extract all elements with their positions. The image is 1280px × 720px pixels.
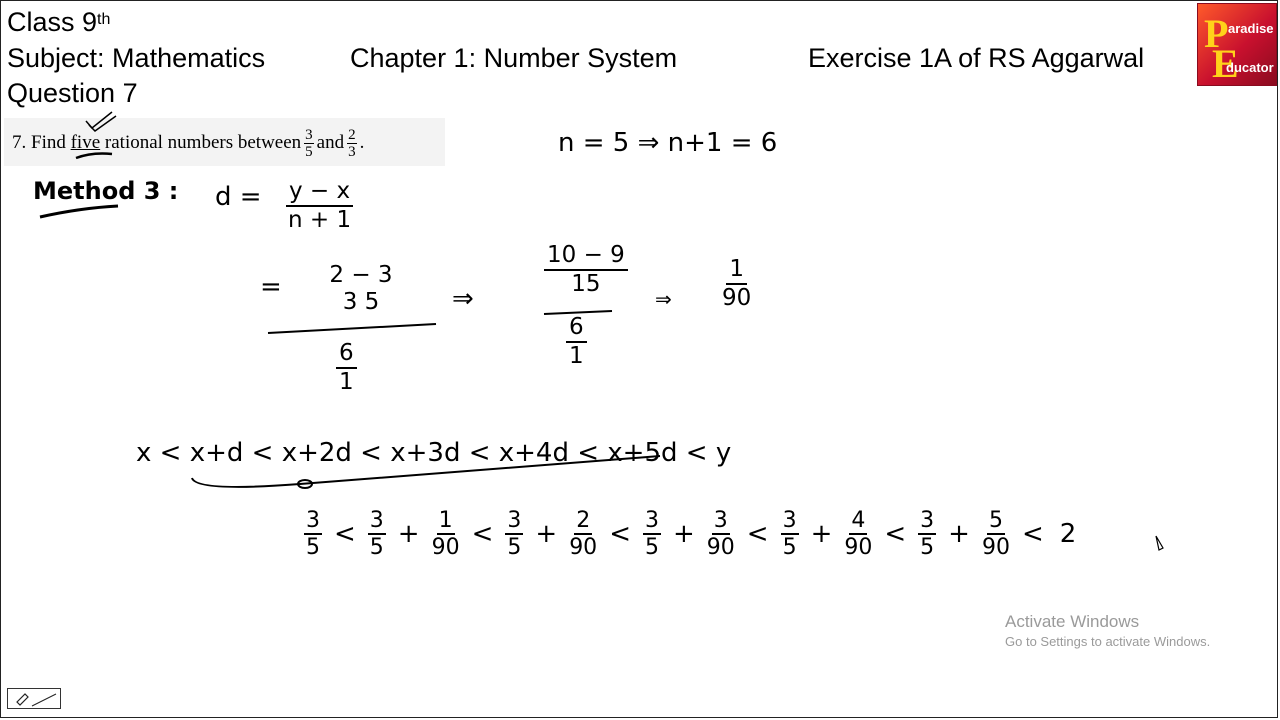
inequality-operator: + <box>535 519 558 549</box>
step-a-bar <box>268 324 436 333</box>
step-a-fractions: 2 − 3 3 5 <box>329 262 393 315</box>
activate-windows-watermark <box>1005 611 1210 651</box>
inequality-fraction: $\frac{1}{90}$ <box>431 508 460 560</box>
class-heading: Class 9th <box>7 7 111 37</box>
inequality-operator: + <box>672 519 695 549</box>
pen-tool-glyph <box>8 689 60 708</box>
method-underline <box>40 206 118 217</box>
inequality-operator: + <box>397 519 420 549</box>
d-label: d = <box>215 182 262 212</box>
arrow-1: ⇒ <box>452 284 474 314</box>
step-b-numerator: 10 − 9 15 <box>544 242 628 298</box>
question-heading: Question 7 <box>7 78 138 108</box>
pen-tool-icon[interactable] <box>7 688 61 709</box>
fraction-three-fifths: $\frac{3}{5}$ <box>305 126 313 160</box>
d-formula: y − x n + 1 <box>286 178 353 234</box>
step-b-denominator: 6 1 <box>566 314 587 370</box>
problem-middle: rational numbers between <box>104 132 302 153</box>
chain-brace <box>192 456 660 487</box>
chapter-heading: Chapter 1: Number System <box>350 43 678 73</box>
check-mark-2 <box>89 116 116 131</box>
inequality-operator: < <box>609 519 631 549</box>
inequality-operator: < <box>334 519 356 549</box>
problem-joiner: and <box>316 132 345 153</box>
inequality-fraction: 3 5 <box>644 508 659 560</box>
inequality-term: 2 <box>1059 519 1077 549</box>
logo-letter-p: P <box>1204 11 1229 56</box>
inequality-fraction: $\frac{5}{90}$ <box>981 508 1010 560</box>
watermark-subtitle: Go to Settings to activate Windows. <box>1005 634 1211 649</box>
inequality-operator: + <box>948 519 970 549</box>
inequality-operator: < <box>746 519 769 549</box>
equals-sign: = <box>260 272 282 302</box>
inequality-fraction: 3 5 <box>306 508 320 560</box>
logo-word-2: ducator <box>1226 60 1274 75</box>
inequality-operator: < <box>884 519 907 549</box>
inequality-fraction: 3 5 <box>782 508 797 560</box>
inequality-fraction: $\frac{4}{90}$ <box>844 508 873 560</box>
watermark-title: Activate Windows <box>1005 612 1140 631</box>
logo-letter-e: E <box>1212 41 1239 86</box>
problem-emphasis: five <box>70 132 101 153</box>
fraction-two-thirds: $\frac{2}{3}$ <box>348 126 356 160</box>
subject-heading: Subject: Mathematics <box>7 43 266 73</box>
inequality-operator: < <box>471 519 494 549</box>
step-a-denominator: 6 1 <box>336 340 357 396</box>
logo-word-1: aradise <box>1228 21 1274 36</box>
inequality-fraction: $\frac{2}{90}$ <box>569 508 598 560</box>
inequality-chain: x < x+d < x+2d < x+3d < x+4d < x+5d < y <box>136 438 732 468</box>
five-underline <box>76 154 112 159</box>
inequality-operator: < <box>1021 519 1044 549</box>
arrow-2: ⇒ <box>655 287 672 311</box>
inequality-fraction: 3 5 <box>920 508 935 560</box>
method-label: Method 3 : <box>33 177 179 205</box>
inequality-fraction: $\frac{3}{90}$ <box>706 508 735 560</box>
inequality-operator: + <box>810 519 833 549</box>
result-fraction: 1 90 <box>722 256 752 311</box>
pen-cursor-icon <box>1156 536 1163 550</box>
inequality-fraction: 3 5 <box>369 508 384 560</box>
problem-statement: 7. Find five rational numbers between $\frac{3}{5}$ and $\frac{2}{3}$ . <box>12 126 365 160</box>
inequality-fraction: 3 5 <box>507 508 522 560</box>
step-b-bar <box>544 311 612 314</box>
exercise-heading: Exercise 1A of RS Aggarwal <box>808 43 1145 73</box>
n-equation: n = 5 ⇒ n+1 = 6 <box>558 128 778 158</box>
problem-prefix: 7. Find <box>12 132 66 153</box>
